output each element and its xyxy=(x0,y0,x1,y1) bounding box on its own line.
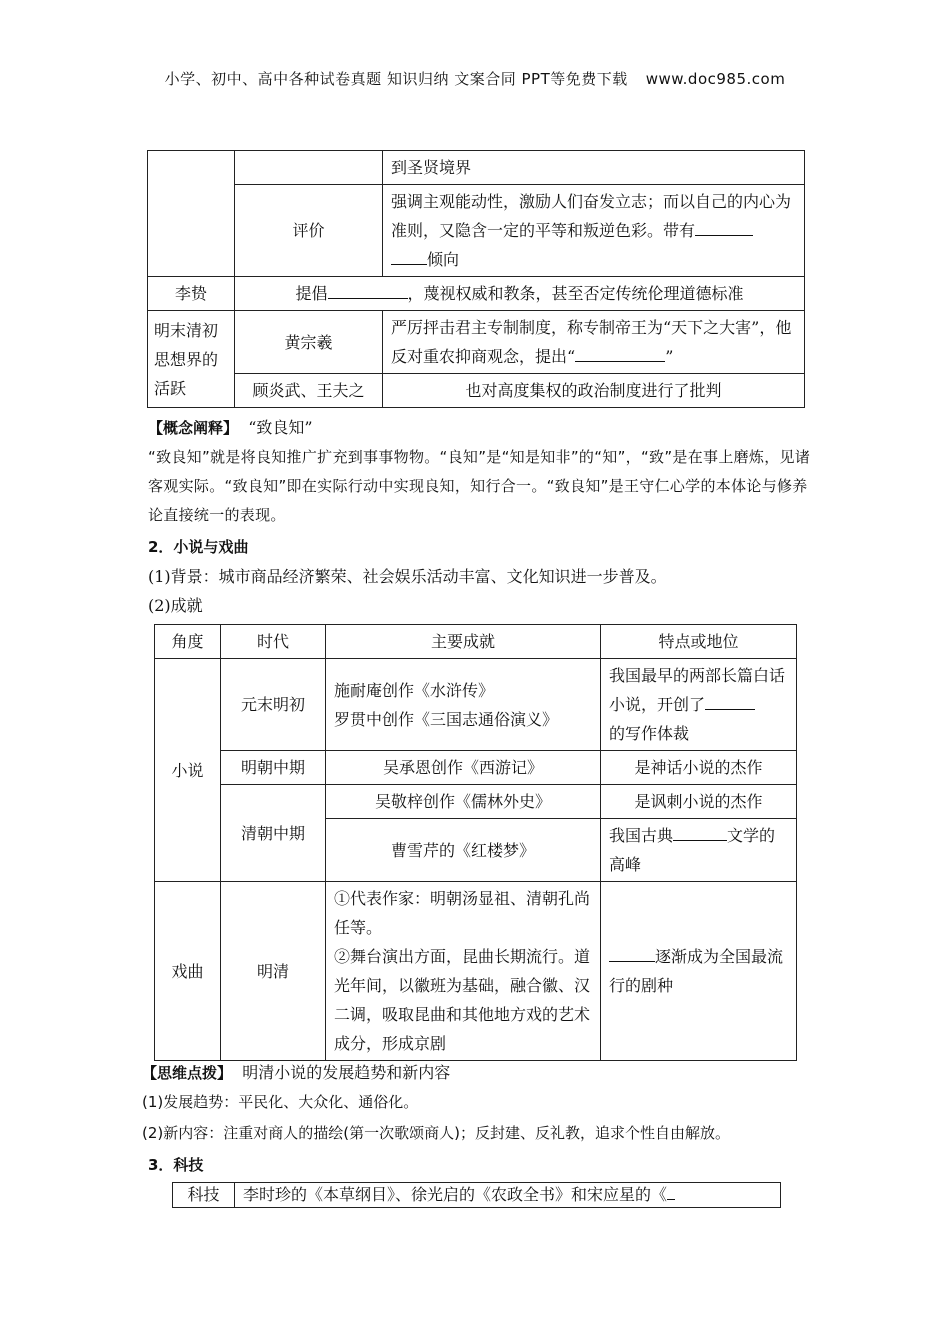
feature-cell: 是神话小说的杰作 xyxy=(601,751,797,785)
table-header: 特点或地位 xyxy=(601,625,797,659)
table-row xyxy=(148,277,805,311)
table-cell: 到圣贤境界 xyxy=(383,151,805,185)
tech-table xyxy=(172,1182,781,1208)
thinking-trend: (1)发展趋势：平民化、大众化、通俗化。 xyxy=(142,1093,419,1111)
feature-cell: 是讽刺小说的杰作 xyxy=(601,785,797,819)
tech-label: 科技 xyxy=(173,1183,235,1208)
feature-cell xyxy=(601,819,797,882)
concept-block xyxy=(148,413,818,530)
work-cell: 吴敬梓创作《儒林外史》 xyxy=(326,785,601,819)
fill-blank xyxy=(575,343,665,362)
cell-text: 严厉抨击君主专制制度，称专制帝王为“天下之大害”，他反对重农抑商观念，提出“ xyxy=(391,318,792,366)
tech-content xyxy=(235,1183,781,1208)
thinking-content: (2)新内容：注重对商人的描绘(第一次歌颂商人)；反封建、反礼教，追求个性自由解放。 xyxy=(142,1124,730,1142)
concept-body: “致良知”就是将良知推广扩充到事事物物。“良知”是“知是知非”的“知”，“致”是在事上磨炼，见诸客观实际。“致良知”即在实际行动中实现良知，知行合一。“致良知”是王守仁心学的本体论与修养论直接统一的表现。 xyxy=(148,448,811,524)
feature-cell xyxy=(601,882,797,1061)
fill-blank xyxy=(609,943,655,962)
novel-drama-table xyxy=(154,624,797,1061)
table-row xyxy=(148,374,805,408)
category-drama: 戏曲 xyxy=(155,882,221,1061)
thought-table xyxy=(147,150,805,408)
section2-background: (1)背景：城市商品经济繁荣、社会娱乐活动丰富、文化知识进一步普及。 xyxy=(148,567,667,586)
table-cell-empty xyxy=(148,151,235,277)
fill-blank xyxy=(695,217,753,236)
cell-text: 提倡 xyxy=(295,284,328,303)
table-cell-empty xyxy=(235,151,383,185)
table-cell: 也对高度集权的政治制度进行了批判 xyxy=(383,374,805,408)
table-row xyxy=(155,882,797,1061)
era-cell: 明清 xyxy=(221,882,326,1061)
cell-text: ②舞台演出方面，昆曲长期流行。道光年间，以徽班为基础，融合徽、汉二调，吸取昆曲和其他地方戏的艺术成分，形成京剧 xyxy=(334,947,591,1053)
page-header xyxy=(0,68,950,89)
cell-text: 李时珍的《本草纲目》、徐光启的《农政全书》和宋应星的《 xyxy=(243,1185,668,1204)
thinking-topic: 明清小说的发展趋势和新内容 xyxy=(242,1063,451,1082)
cell-text: 的写作体裁 xyxy=(609,724,690,743)
table-cell-label: 李贽 xyxy=(148,277,235,311)
table-row xyxy=(155,751,797,785)
table-row xyxy=(148,185,805,277)
work-cell: 吴承恩创作《西游记》 xyxy=(326,751,601,785)
cell-text: 我国最早的两部长篇白话小说，开创了 xyxy=(609,666,786,714)
table-cell-group: 明末清初思想界的活跃 xyxy=(148,311,235,408)
cell-text: 倾向 xyxy=(427,250,460,269)
table-cell-label: 评价 xyxy=(235,185,383,277)
concept-topic: “致良知” xyxy=(248,418,313,437)
table-cell xyxy=(235,277,805,311)
table-row xyxy=(148,151,805,185)
cell-text: 施耐庵创作《水浒传》 xyxy=(334,680,495,700)
table-cell xyxy=(383,311,805,374)
table-row xyxy=(155,659,797,751)
fill-blank xyxy=(328,280,408,299)
cell-text: 强调主观能动性，激励人们奋发立志；而以自己的内心为准则，又隐含一定的平等和叛逆色彩。带有 xyxy=(391,192,792,240)
fill-blank xyxy=(391,246,427,265)
header-site: www.doc985.com xyxy=(645,70,786,88)
table-row xyxy=(173,1183,781,1208)
fill-blank xyxy=(673,822,727,841)
table-cell xyxy=(383,185,805,277)
table-header: 时代 xyxy=(221,625,326,659)
cell-text: 文学的高峰 xyxy=(609,826,776,874)
section3-title: 3．科技 xyxy=(148,1156,204,1174)
work-cell xyxy=(326,882,601,1061)
era-cell: 清朝中期 xyxy=(221,785,326,882)
table-cell-label: 黄宗羲 xyxy=(235,311,383,374)
cell-text: 我国古典 xyxy=(609,826,674,845)
era-cell: 元末明初 xyxy=(221,659,326,751)
table-header: 角度 xyxy=(155,625,221,659)
work-cell xyxy=(326,659,601,751)
fill-blank xyxy=(705,691,755,710)
era-cell: 明朝中期 xyxy=(221,751,326,785)
fill-blank xyxy=(667,1185,675,1200)
work-cell: 曹雪芹的《红楼梦》 xyxy=(326,819,601,882)
category-novel: 小说 xyxy=(155,659,221,882)
table-header-row xyxy=(155,625,797,659)
thinking-title-line xyxy=(142,1058,450,1088)
table-cell-label: 顾炎武、王夫之 xyxy=(235,374,383,408)
cell-text: 逐渐成为全国最流行的剧种 xyxy=(609,947,784,995)
header-text: 小学、初中、高中各种试卷真题 知识归纳 文案合同 PPT等免费下载 xyxy=(164,70,628,88)
table-row xyxy=(148,311,805,374)
table-header: 主要成就 xyxy=(326,625,601,659)
section2-title: 2．小说与戏曲 xyxy=(148,538,249,556)
cell-text: 罗贯中创作《三国志通俗演义》 xyxy=(334,709,559,729)
section2-achievement: (2)成就 xyxy=(148,596,203,615)
feature-cell xyxy=(601,659,797,751)
cell-text: ①代表作家：明朝汤显祖、清朝孔尚任等。 xyxy=(334,889,591,937)
table-row xyxy=(155,785,797,819)
cell-text: ” xyxy=(665,347,674,366)
concept-label: 【概念阐释】 xyxy=(148,419,239,437)
thinking-label: 【思维点拨】 xyxy=(142,1064,233,1082)
cell-text: ，蔑视权威和教条，甚至否定传统伦理道德标准 xyxy=(407,284,744,303)
